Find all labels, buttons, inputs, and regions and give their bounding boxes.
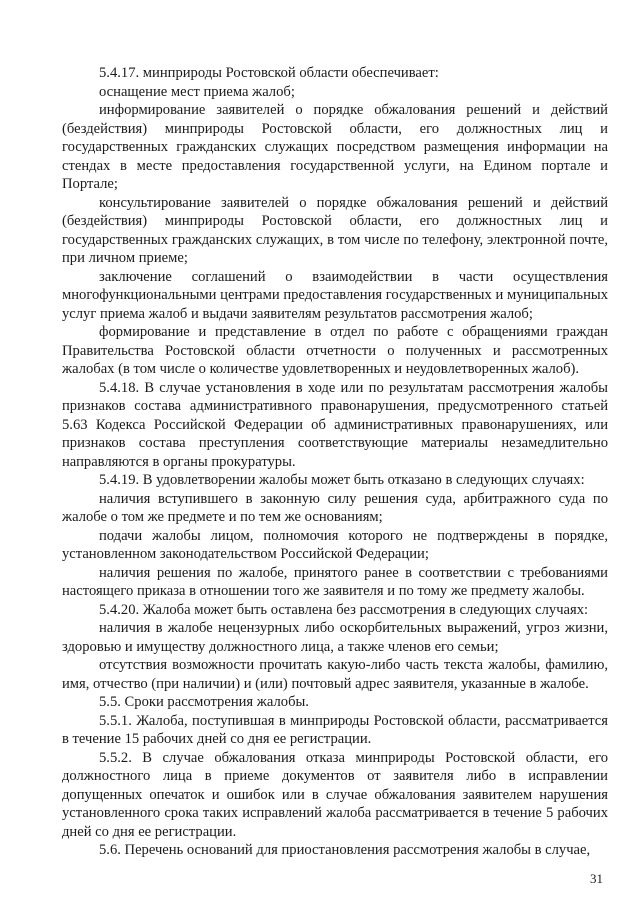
paragraph-offensive-language: наличия в жалобе нецензурных либо оскорбительных выражений, угроз жизни, здоровью и имуществу должностного лица, а также членов его семьи; (62, 620, 608, 655)
paragraph-unreadable-text: отсутствия возможности прочитать какую-либо часть текста жалобы, фамилию, имя, отчество (при наличии) и (или) почтовый адрес заявителя, указанные в жалобе. (62, 657, 608, 692)
paragraph-reporting: формирование и представление в отдел по работе с обращениями граждан Правительства Ростовской области отчетности о полученных и рассмотренных жалобах (в том числе о количестве удовлетворенных и неудовлетворенных жалоб). (62, 324, 608, 377)
paragraph-5-4-20: 5.4.20. Жалоба может быть оставлена без рассмотрения в следующих случаях: (99, 601, 589, 618)
document-body (62, 64, 608, 860)
paragraph-prior-decision: наличия решения по жалобе, принятого ранее в соответствии с требованиями настоящего приказа в отношении того же заявителя и по тому же предмету жалобы. (62, 564, 608, 599)
paragraph-5-4-19: 5.4.19. В удовлетворении жалобы может быть отказано в следующих случаях: (99, 472, 585, 488)
paragraph-unconfirmed-authority: подачи жалобы лицом, полномочия которого не подтверждены в порядке, установленном законодательством Российской Федерации; (62, 527, 608, 562)
paragraph-consulting-applicants: консультирование заявителей о порядке обжалования решений и действий (бездействия) минприроды Ростовской области, его должностных лиц и государственных гражданских служащих, в том числе по телефону, электронной почте, при личном приеме; (62, 194, 608, 266)
paragraph-equipping-complaint-places: оснащение мест приема жалоб; (99, 83, 295, 100)
paragraph-5-5-heading: 5.5. Сроки рассмотрения жалобы. (99, 694, 309, 710)
paragraph-informing-applicants: информирование заявителей о порядке обжалования решений и действий (бездействия) минприроды Ростовской области, его должностных лиц и государственных гражданских служащих посредством размещения информации на стендах в месте предоставления государственной услуги, на Едином портале и Портале; (62, 102, 608, 192)
page-number: 31 (590, 871, 603, 886)
paragraph-5-4-18: 5.4.18. В случае установления в ходе или по результатам рассмотрения жалобы признаков состава административного правонарушения, предусмотренного статьей 5.63 Кодекса Российской Федерации об административных правонарушениях, или признаков состава преступления соответствующие материалы незамедлительно направляются в органы прокуратуры. (62, 379, 608, 470)
paragraph-court-decision: наличия вступившего в законную силу решения суда, арбитражного суда по жалобе о том же предмете и по тем же основаниям; (62, 490, 608, 525)
paragraph-interaction-agreements: заключение соглашений о взаимодействии в части осуществления многофункциональными центрами предоставления государственных и муниципальных услуг приема жалоб и выдачи заявителям результатов рассмотрения жалоб; (62, 268, 608, 322)
paragraph-5-5-1: 5.5.1. Жалоба, поступившая в минприроды Ростовской области, рассматривается в течение 15 рабочих дней со дня ее регистрации. (62, 712, 608, 747)
paragraph-5-5-2: 5.5.2. В случае обжалования отказа минприроды Ростовской области, его должностного лица в приеме документов от заявителя либо в исправлении допущенных опечаток и ошибок или в случае обжалования заявителем нарушения установленного срока таких исправлений жалоба рассматривается в течение 5 рабочих дней со дня ее регистрации. (62, 749, 608, 840)
paragraph-5-4-17-heading: 5.4.17. минприроды Ростовской области обеспечивает: (99, 65, 439, 81)
paragraph-5-6: 5.6. Перечень оснований для приостановления рассмотрения жалобы в случае, (99, 842, 591, 858)
